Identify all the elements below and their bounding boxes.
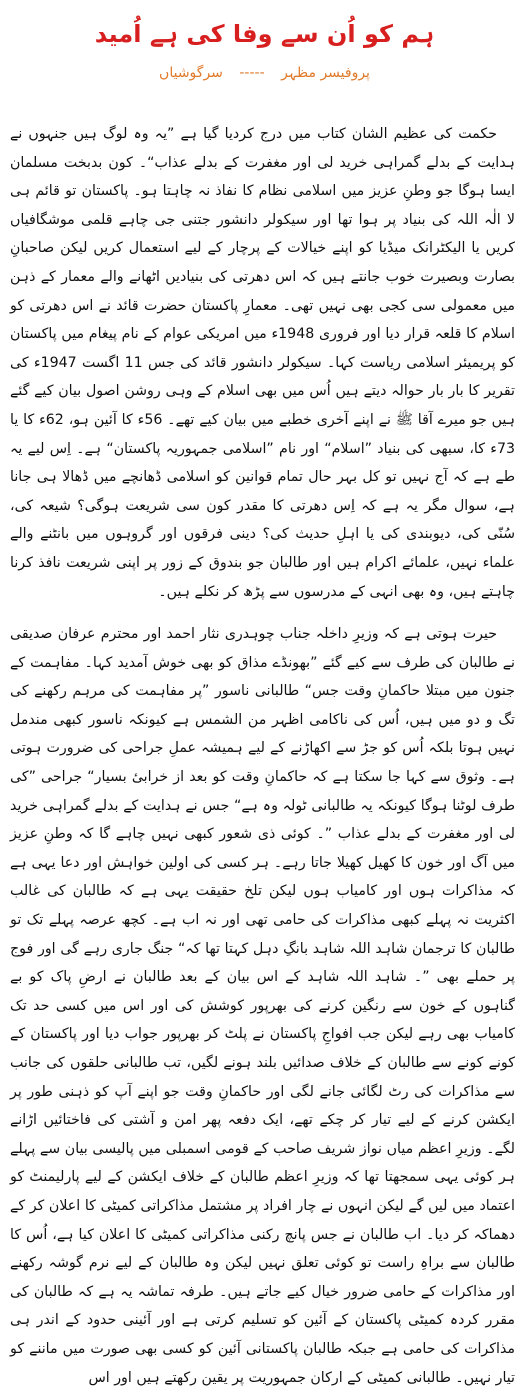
article-body	[10, 120, 515, 1392]
byline-separator: -----	[239, 65, 265, 81]
paragraph-1: حکمت کی عظیم الشان کتاب میں درج کردیا گیا ہے ”یہ وہ لوگ ہیں جنہوں نے ہدایت کے بدلے گمراہی خرید لی اور مغفرت کے بدلے عذاب“۔ کون بدبخت مسلمان ایسا ہوگا جو وطنِ عزیز میں اسلامی نظام کا نفاذ نہ چاہتا ہو۔ پاکستان تو قائم ہی لا الٰہ اللہ کی بنیاد پر ہوا تھا اور سیکولر دانشور جتنی جی چاہے قلمی موشگافیاں کریں یا الیکٹرانک میڈیا کو اپنے خیالات کے پرچار کے لیے استعمال کریں لیکن صاحبانِ بصارت وبصیرت خوب جانتے ہیں کہ اس دھرتی کی بنیادیں اٹھانے والے معمار کے ذہن میں معمولی سی کجی بھی نہیں تھی۔ معمارِ پاکستان حضرت قائد نے اس دھرتی کو اسلام کا قلعہ قرار دیا اور فروری 1948ء میں امریکی عوام کے نام پیغام میں پاکستان کو پریمیئر اسلامی ریاست کہا۔ سیکولر دانشور قائد کی جس 11 اگست 1947ء کی تقریر کا بار بار حوالہ دیتے ہیں اُس میں بھی اسلام کے وہی روشن اصول بیان کیے گئے ہیں جو میرے آقا ﷺ نے اپنے آخری خطبے میں بیان کیے تھے۔ 56ء کا آئین ہو، 62ء کا یا 73ء کا، سبھی کی بنیاد ”اسلام“ اور نام ”اسلامی جمہوریہ پاکستان“ ہے۔ اِس لیے یہ طے ہے کہ آج نہیں تو کل بہر حال تمام قوانین کو اسلامی ڈھانچے میں ڈھالا ہی جانا ہے، سوال مگر یہ ہے کہ اِس دھرتی کا مقدر کون سی شریعت ہوگی؟ شیعہ کی، سُنّی کی، دیوبندی کی یا اہلِ حدیث کی؟ دینی فرقوں اور گروہوں میں بانٹنے والے علماء نہیں، علمائے اکرام ہیں اور طالبان جو بندوق کے زور پر اپنی شریعت نافذ کرنا چاہتے ہیں، وہ بھی انہی کے مدرسوں سے پڑھ کر نکلے ہیں۔	[10, 126, 516, 600]
column-name: سرگوشیاں	[159, 65, 223, 81]
article-title: ہم کو اُن سے وفا کی ہے اُمید	[94, 20, 435, 48]
byline	[0, 62, 529, 84]
author-name: پروفیسر مظہر	[281, 65, 370, 81]
paragraph-2: حیرت ہوتی ہے کہ وزیرِ داخلہ جناب چوہدری نثار احمد اور محترم عرفان صدیقی نے طالبان کی طرف سے کیے گئے ”بھونڈے مذاق کو بھی خوش آمدید کہا۔ مفاہمت کے جنون میں مبتلا حاکمانِ وقت جس“ طالبانی ناسور ”پر مفاہمت کی مرہم رکھنے کی تگ و دو میں ہیں، اُس کی ناکامی اظہر من الشمس ہے کیونکہ ناسور کبھی مندمل نہیں ہوتا بلکہ اُس کو جڑ سے اکھاڑنے کے لیے ہمیشہ عملِ جراحی کی ضرورت ہوتی ہے۔ وثوق سے کہا جا سکتا ہے کہ حاکمانِ وقت کو بعد از خرابیٔ بسیار“ جراحی ”کی طرف لوٹنا ہوگا کیونکہ یہ طالبانی ٹولہ وہ ہے“ جس نے ہدایت کے بدلے گمراہی خرید لی اور مغفرت کے بدلے عذاب ”۔ کوئی ذی شعور کبھی نہیں چاہے گا کہ وطنِ عزیز میں آگ اور خون کا کھیل کھیلا جاتا رہے۔ ہر کسی کی اولین خواہش اور دعا یہی ہے کہ مذاکرات ہوں اور کامیاب ہوں لیکن تلخ حقیقت یہی ہے کہ طالبان کی غالب اکثریت نہ پہلے کبھی مذاکرات کی حامی تھی اور نہ اب ہے۔ کچھ عرصہ پہلے تک تو طالبان کا ترجمان شاہد اللہ شاہد بانگِ دہل کہتا تھا کہ“ جنگ جاری رہے گی اور فوج پر حملے بھی ”۔ شاہد اللہ شاہد کے اس بیان کے بعد طالبان نے ارضِ پاک کو بے گناہوں کے خون سے رنگین کرنے کی بھرپور کوشش کی اور اس میں کسی حد تک کامیاب بھی رہے لیکن جب افواجِ پاکستان نے پلٹ کر بھرپور جواب دیا اور پاکستان کے کونے کونے سے طالبان کے خلاف صدائیں بلند ہونے لگیں، تب طالبانی حلقوں کی جانب سے مذاکرات کی رٹ لگائی جانے لگی اور حاکمانِ وقت جو اپنے آپ کو ذہنی طور پر ایکشن کرنے کے لیے تیار کر چکے تھے، ایک دفعہ پھر امن و آشتی کی فاختائیں اڑانے لگے۔ وزیرِ اعظم میاں نواز شریف صاحب کے قومی اسمبلی میں پالیسی بیان سے پہلے ہر کوئی یہی سمجھتا تھا کہ وزیرِ اعظم طالبان کے خلاف ایکشن کے لیے پارلیمنٹ کو اعتماد میں لیں گے لیکن انہوں نے چار افراد پر مشتمل مذاکراتی کمیٹی کا اعلان کر کے دھماکہ کر دیا۔ اب طالبان نے جس پانچ رکنی مذاکراتی کمیٹی کا اعلان کیا ہے، اُس کا طالبان سے براہِ راست تو کوئی تعلق نہیں لیکن وہ طالبان کے لیے نرم گوشہ رکھنے اور مذاکرات کے حامی ضرور خیال کیے جاتے ہیں۔ طرفہ تماشہ یہ ہے کہ طالبان کی مقرر کردہ کمیٹی پاکستان کے آئین کو تسلیم کرتی ہے اور آئینی حدود کے اندر ہی مذاکرات کی حامی ہے جبکہ طالبان پاکستانی آئین کو کسی بھی صورت میں ماننے کو تیار نہیں۔ طالبانی کمیٹی کے ارکان جمہوریت پر یقین رکھتے ہیں اور اس	[10, 626, 515, 1386]
